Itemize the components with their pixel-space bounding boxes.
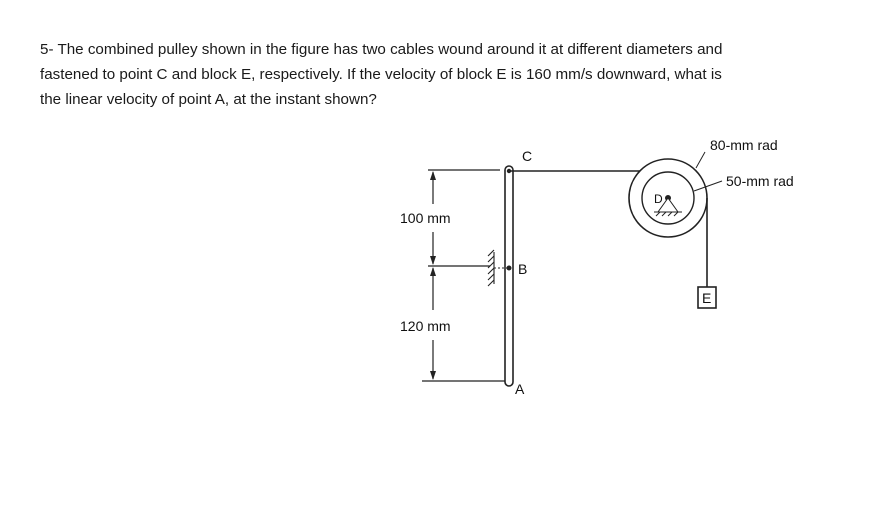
label-block-e: E bbox=[702, 290, 712, 306]
label-point-b: B bbox=[518, 261, 528, 277]
problem-line-2: fastened to point C and block E, respectively. If the velocity of block E is 160 mm/s downward, what is bbox=[40, 66, 722, 83]
point-b-pin bbox=[507, 266, 512, 271]
label-radius-50mm: 50-mm rad bbox=[726, 173, 794, 189]
bar-body bbox=[505, 166, 513, 386]
label-point-a: A bbox=[515, 381, 525, 397]
label-radius-80mm: 80-mm rad bbox=[710, 137, 778, 153]
problem-line-3: the linear velocity of point A, at the instant shown? bbox=[40, 91, 377, 108]
vertical-bar bbox=[505, 166, 513, 386]
dimension-label-120mm: 120 mm bbox=[400, 318, 451, 334]
leader-80mm bbox=[696, 152, 705, 168]
label-point-c: C bbox=[522, 148, 533, 164]
combined-pulley bbox=[629, 159, 707, 237]
dimension-label-100mm: 100 mm bbox=[400, 210, 451, 226]
problem-line-1: 5- The combined pulley shown in the figure has two cables wound around it at different diameters and bbox=[40, 41, 723, 58]
label-point-d: D bbox=[654, 192, 663, 206]
